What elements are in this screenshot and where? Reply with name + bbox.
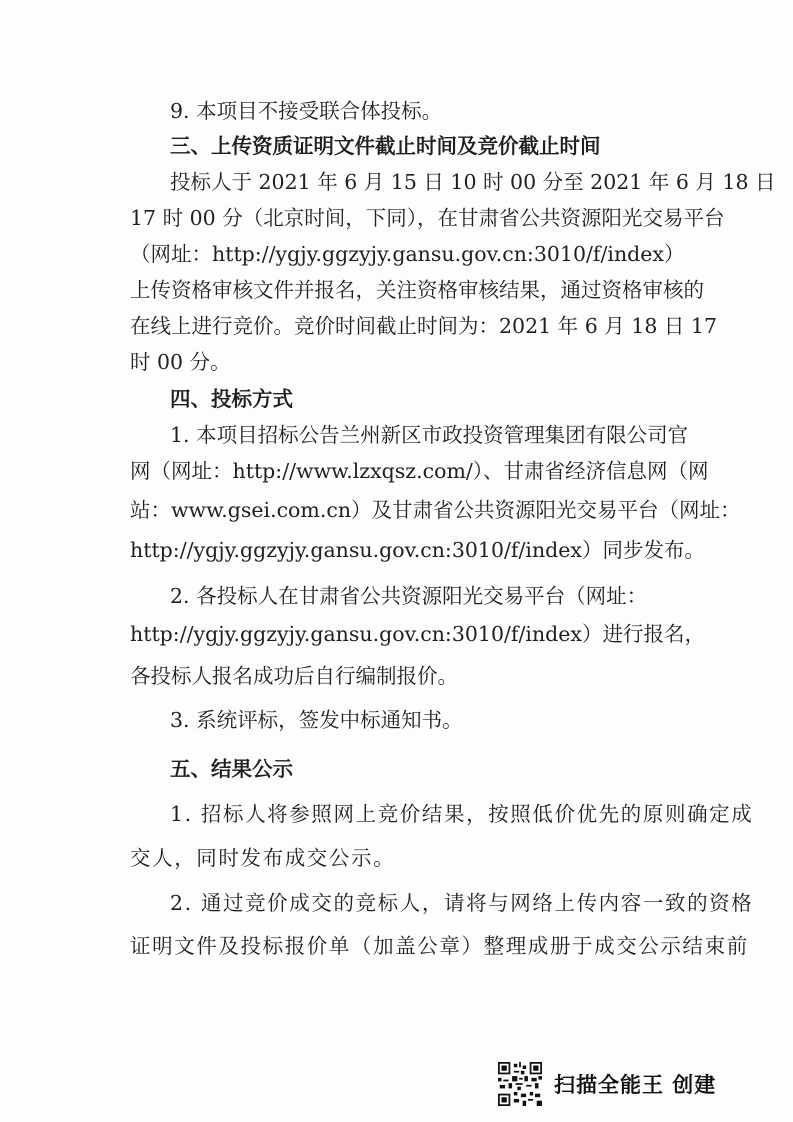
section-heading: 四、投标方式 <box>170 387 293 411</box>
text-line: 1. 本项目招标公告兰州新区市政投资管理集团有限公司官 <box>170 423 689 447</box>
text-line: 时 00 分。 <box>130 350 231 374</box>
text-line: http://ygjy.ggzyjy.gansu.gov.cn:3010/f/index）同步发布。 <box>130 538 705 562</box>
text-line: 3. 系统评标，签发中标通知书。 <box>170 708 463 732</box>
scanner-watermark <box>498 1062 716 1106</box>
text-line: 交人，同时发布成交公示。 <box>130 846 396 870</box>
scanner-brand-label: 扫描全能王 创建 <box>554 1073 717 1097</box>
text-line: 1. 招标人将参照网上竞价结果，按照低价优先的原则确定成 <box>170 802 754 826</box>
text-line: 17 时 00 分（北京时间，下同），在甘肃省公共资源阳光交易平台 <box>130 206 725 230</box>
text-line: 在线上进行竞价。竞价时间截止时间为：2021 年 6 月 18 日 17 <box>130 314 717 338</box>
section-heading: 三、上传资质证明文件截止时间及竞价截止时间 <box>170 134 601 158</box>
section-heading: 五、结果公示 <box>170 757 293 781</box>
text-line: 9. 本项目不接受联合体投标。 <box>170 99 443 123</box>
qr-code-icon <box>498 1062 542 1106</box>
text-line: 各投标人报名成功后自行编制报价。 <box>130 664 458 688</box>
text-line: 网（网址：http://www.lzxqsz.com/）、甘肃省经济信息网（网 <box>130 459 709 483</box>
text-line: 证明文件及投标报价单（加盖公章）整理成册于成交公示结束前 <box>130 934 749 958</box>
text-line: （网址：http://ygjy.ggzyjy.gansu.gov.cn:3010/f/index） <box>130 242 685 266</box>
text-line: 站：www.gsei.com.cn）及甘肃省公共资源阳光交易平台（网址： <box>130 498 741 522</box>
text-line: 投标人于 2021 年 6 月 15 日 10 时 00 分至 2021 年 6 月 18 日 <box>170 170 776 194</box>
text-line: 2. 各投标人在甘肃省公共资源阳光交易平台（网址： <box>170 584 648 608</box>
text-line: 上传资格审核文件并报名，关注资格审核结果，通过资格审核的 <box>130 278 704 302</box>
text-line: http://ygjy.ggzyjy.gansu.gov.cn:3010/f/index）进行报名， <box>130 622 705 646</box>
text-line: 2. 通过竞价成交的竞标人，请将与网络上传内容一致的资格 <box>170 891 754 915</box>
